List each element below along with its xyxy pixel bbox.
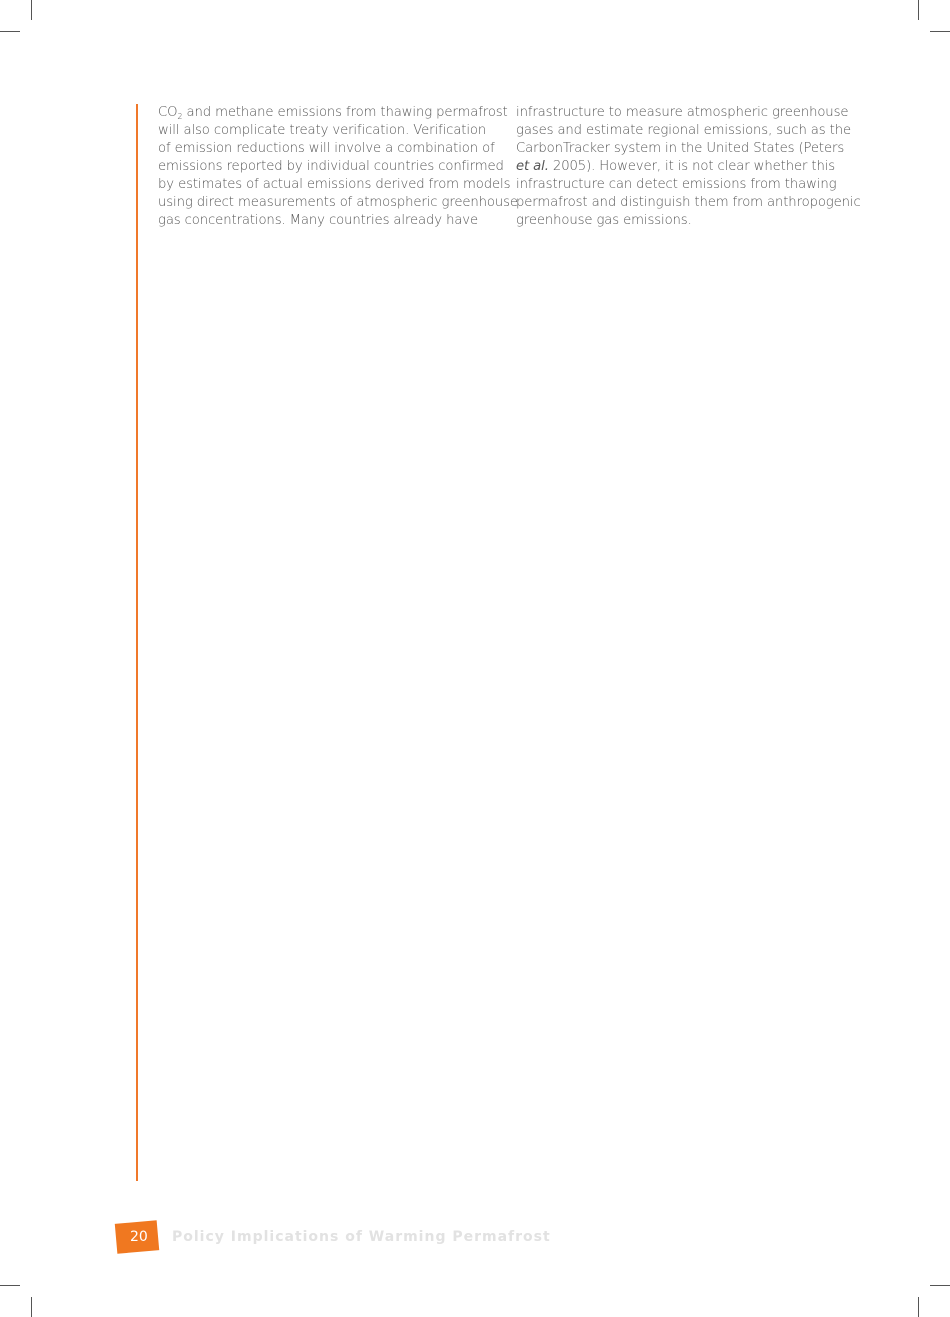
text-line: will also complicate treaty verification. Verification [158, 123, 487, 138]
text-line: of emission reductions will involve a combination of [158, 141, 495, 156]
margin-rule [136, 104, 138, 1181]
left-column [158, 104, 518, 230]
text-line: by estimates of actual emissions derived from models [158, 177, 511, 192]
text-fragment: and methane emissions from thawing permafrost [182, 105, 508, 120]
text-line [516, 158, 857, 176]
crop-mark [918, 0, 919, 20]
crop-mark [930, 31, 950, 32]
text-line: permafrost and distinguish them from anthropogenic [516, 195, 861, 210]
right-column [516, 104, 861, 230]
text-line: greenhouse gas emissions. [516, 213, 692, 228]
subscript: 2 [177, 112, 183, 121]
text-line: gases and estimate regional emissions, such as the [516, 123, 851, 138]
running-footer-title: Policy Implications of Warming Permafrost [172, 1229, 551, 1245]
italic-citation: et al. [516, 159, 549, 174]
crop-mark [0, 31, 20, 32]
page-number: 20 [130, 1229, 148, 1245]
text-fragment: 2005). However, it is not clear whether this [548, 159, 836, 174]
text-line: infrastructure can detect emissions from thawing [516, 177, 837, 192]
text-line: infrastructure to measure atmospheric greenhouse [516, 105, 849, 120]
text-line: using direct measurements of atmospheric greenhouse [158, 195, 518, 210]
crop-mark [31, 1297, 32, 1317]
text-line: gas concentrations. Many countries already have [158, 213, 479, 228]
crop-mark [31, 0, 32, 20]
crop-mark [918, 1297, 919, 1317]
text-line [158, 104, 508, 122]
co2-text: CO [158, 105, 178, 120]
text-line: CarbonTracker system in the United States (Peters [516, 141, 845, 156]
text-line: emissions reported by individual countries confirmed [158, 159, 504, 174]
crop-mark [0, 1285, 20, 1286]
crop-mark [930, 1285, 950, 1286]
